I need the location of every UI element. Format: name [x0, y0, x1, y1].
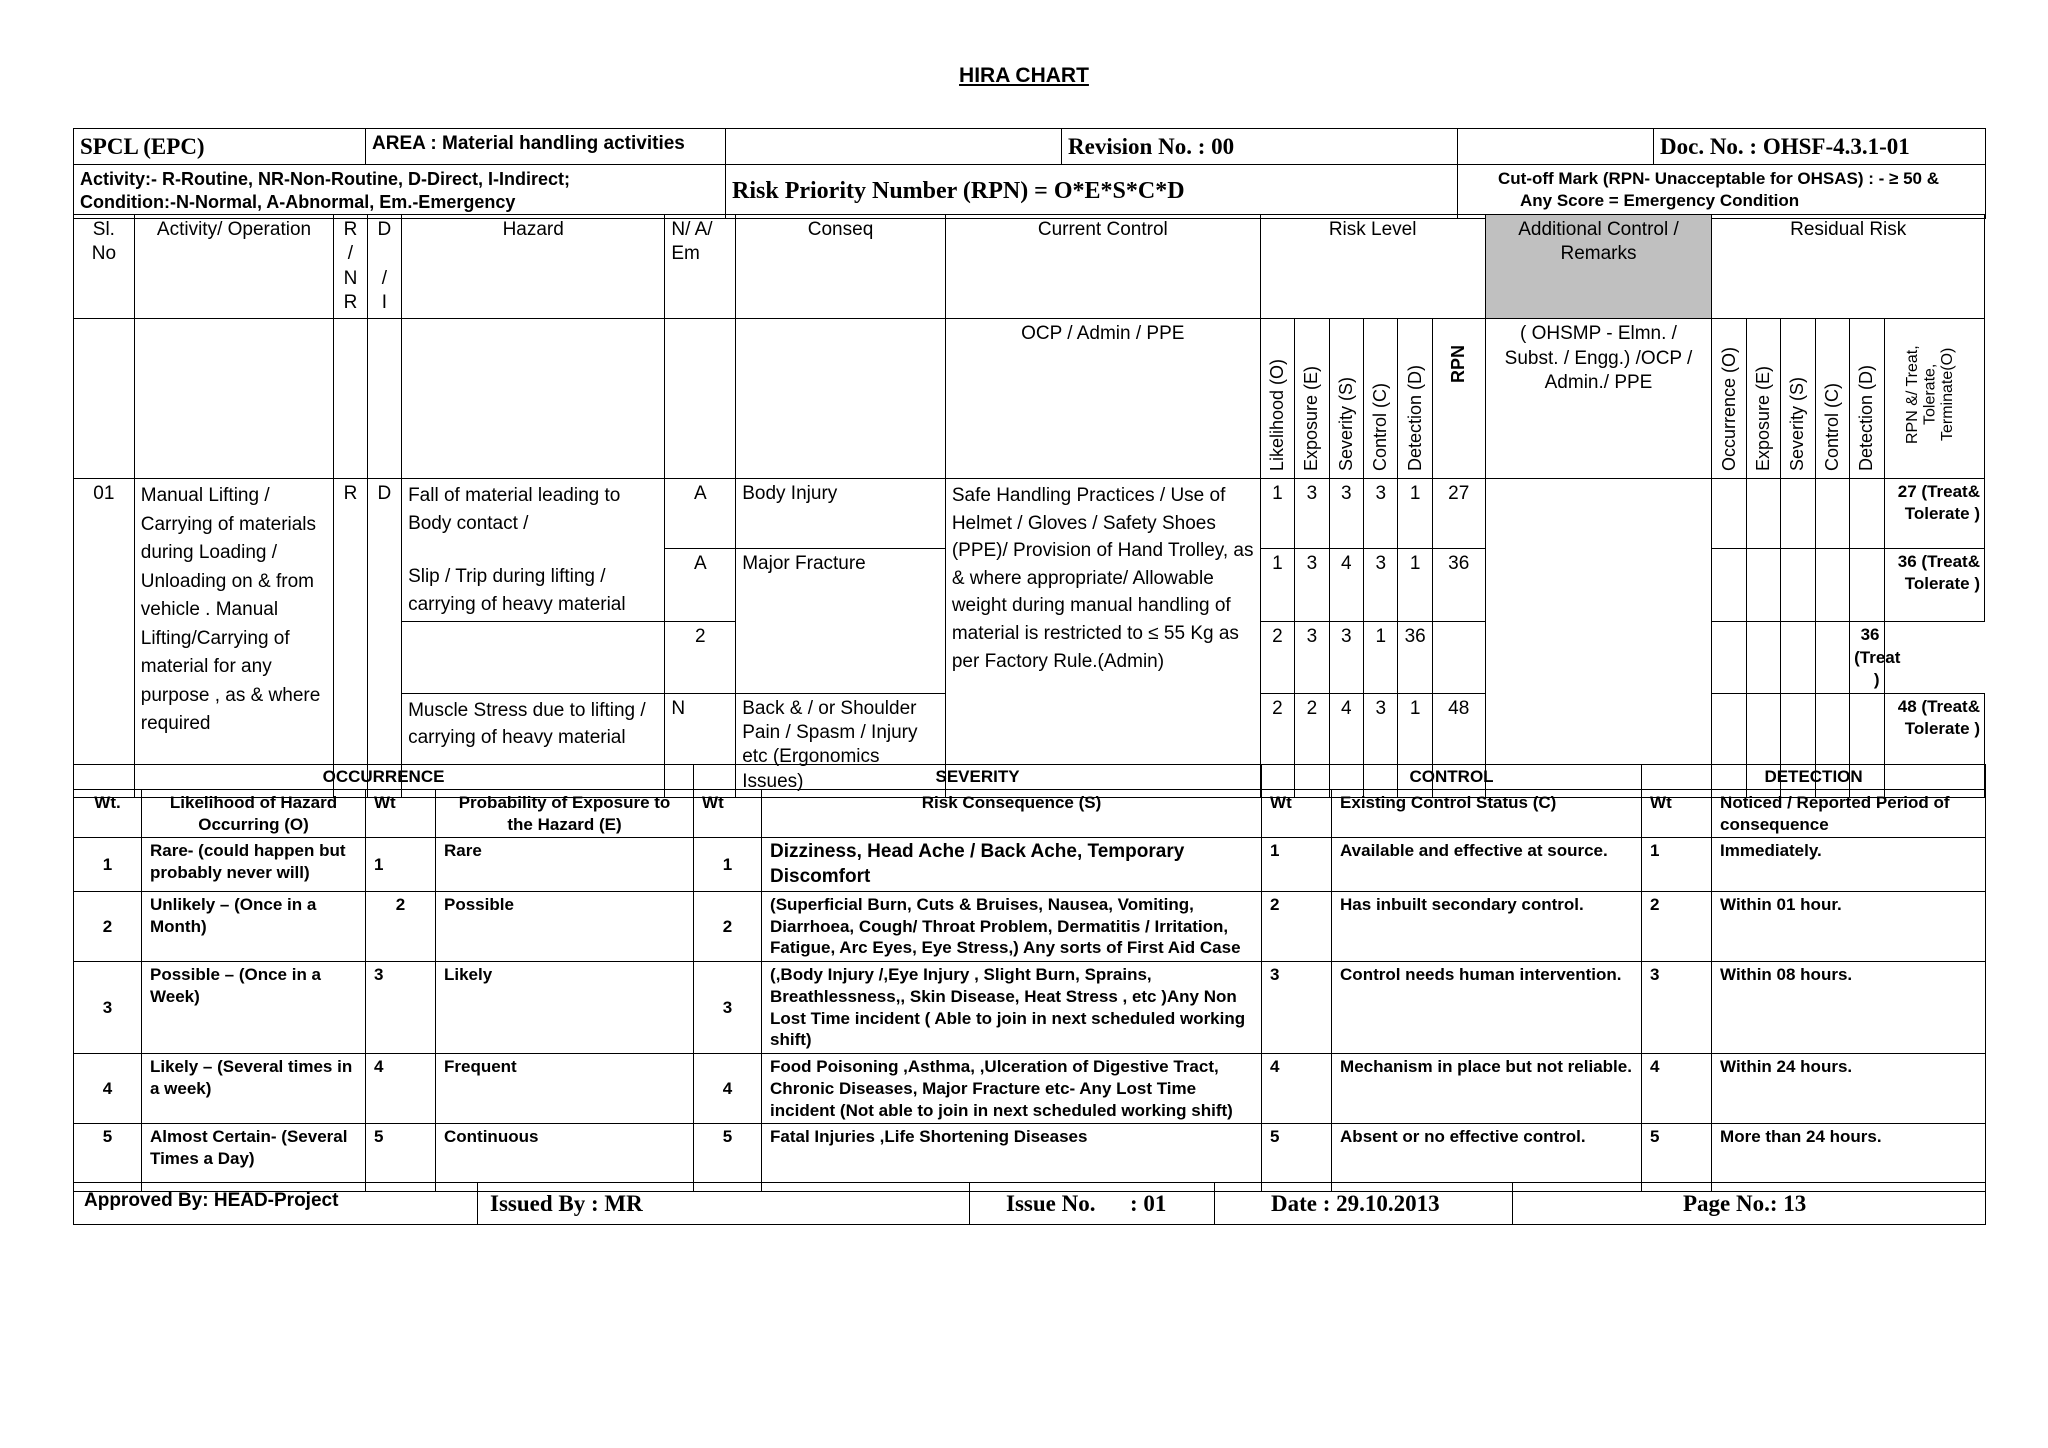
legend-h-likelihood: Likelihood of Hazard Occurring (O)	[142, 789, 366, 838]
rpn-formula: Risk Priority Number (RPN) = O*E*S*C*D	[726, 165, 1458, 218]
legend-exposure: Possible	[436, 891, 694, 961]
row-conseq: Major Fracture	[736, 549, 946, 693]
legend-likelihood: Likely – (Several times in a week)	[142, 1054, 366, 1124]
row-current-control: Safe Handling Practices / Use of Helmet / Gloves / Safety Shoes (PPE)/ Provision of Hand Trolley, as & where appropriate/ Allowable weight during manual handling of material is restricted to ≤ 55 Kg as per Factory Rule.(Admin)	[945, 479, 1260, 798]
legend-control-wt: 3	[1262, 962, 1332, 1054]
legend-likelihood: Possible – (Once in a Week)	[142, 962, 366, 1054]
legend-detection: Immediately.	[1712, 838, 1986, 892]
legend-exposure-wt: 4	[366, 1054, 436, 1124]
page-number: Page No.: 13	[1513, 1183, 1986, 1225]
issue-number: Issue No. : 01	[970, 1183, 1215, 1225]
row-naem: A	[665, 479, 736, 549]
additional-control-sub: ( OHSMP - Elmn. / Subst. / Engg.) /OCP / Admin./ PPE	[1485, 319, 1712, 479]
doc-number: Doc. No. : OHSF-4.3.1-01	[1654, 129, 1986, 165]
legend-table	[73, 764, 1986, 1192]
col-hazard: Hazard	[402, 215, 665, 319]
area-label: AREA : Material handling activities	[366, 129, 726, 165]
row-rpn: 36	[1398, 622, 1432, 693]
legend-likelihood: Unlikely – (Once in a Month)	[142, 891, 366, 961]
legend-detection: Within 24 hours.	[1712, 1054, 1986, 1124]
footer-table	[73, 1182, 1986, 1225]
legend-severity: Food Poisoning ,Asthma, ,Ulceration of Digestive Tract, Chronic Diseases, Major Fracture etc- Any Lost Time incident (Not able to join in next scheduled working shift)	[762, 1054, 1262, 1124]
legend-severity: Fatal Injuries ,Life Shortening Diseases	[762, 1124, 1262, 1192]
legend-h-wt5: Wt	[1642, 789, 1712, 838]
page-title: HIRA CHART	[959, 64, 1089, 87]
col-naem: N/ A/ Em	[665, 215, 736, 319]
legend-wt: 5	[74, 1124, 142, 1192]
risk-sub-d: Detection (D)	[1398, 319, 1432, 479]
row-naem: N	[665, 693, 736, 797]
legend-detection: Within 01 hour.	[1712, 891, 1986, 961]
row-additional-control	[1485, 479, 1712, 798]
row-s: 4	[1329, 549, 1363, 622]
legend-wt: 1	[74, 838, 142, 892]
row-d-val: 1	[1398, 693, 1432, 797]
legend-h-wt: Wt.	[74, 789, 142, 838]
row-e: 2	[1260, 622, 1294, 693]
residual-sub-s: Severity (S)	[1781, 319, 1815, 479]
row-e: 2	[1295, 693, 1329, 797]
row-e: 3	[1295, 479, 1329, 549]
legend-detection-wt: 5	[1642, 1124, 1712, 1192]
col-residual-risk: Residual Risk	[1712, 215, 1985, 319]
row-s: 3	[1329, 479, 1363, 549]
issued-by: Issued By : MR	[478, 1183, 970, 1225]
legend-h-wt2: Wt	[366, 789, 436, 838]
legend-wt: 2	[74, 891, 142, 961]
legend-severity-wt: 1	[694, 838, 762, 892]
legend-exposure: Likely	[436, 962, 694, 1054]
row-naem: A	[665, 549, 736, 622]
legend-detection: More than 24 hours.	[1712, 1124, 1986, 1192]
row-o: 1	[1260, 479, 1294, 549]
row-d-val: 1	[1364, 622, 1398, 693]
col-rnr: R / N R	[334, 215, 367, 319]
risk-sub-c: Control (C)	[1364, 319, 1398, 479]
col-activity: Activity/ Operation	[134, 215, 333, 319]
legend-control-wt: 1	[1262, 838, 1332, 892]
row-d-val: 1	[1398, 549, 1432, 622]
row-d: D	[367, 479, 401, 798]
row-rpn: 27	[1432, 479, 1485, 549]
legend-exposure: Frequent	[436, 1054, 694, 1124]
row-conseq: Back & / or Shoulder Pain / Spasm / Injury etc (Ergonomics Issues)	[736, 693, 946, 797]
row-sl: 01	[74, 479, 135, 798]
legend-exposure: Continuous	[436, 1124, 694, 1192]
legend-wt: 3	[74, 962, 142, 1054]
legend-section-occurrence: OCCURRENCE	[74, 765, 694, 790]
row-s: 3	[1295, 622, 1329, 693]
legend-section-control: CONTROL	[1262, 765, 1642, 790]
cutoff-mark: Cut-off Mark (RPN- Unacceptable for OHSAS) : - ≥ 50 & Any Score = Emergency Condition	[1458, 165, 1986, 218]
legend-control: Absent or no effective control.	[1332, 1124, 1642, 1192]
legend-control-wt: 2	[1262, 891, 1332, 961]
legend-h-control: Existing Control Status (C)	[1332, 789, 1642, 838]
row-c: 3	[1364, 693, 1398, 797]
legend-severity-wt: 2	[694, 891, 762, 961]
row-conseq: Body Injury	[736, 479, 946, 549]
legend-severity-wt: 3	[694, 962, 762, 1054]
row-rpn: 48	[1432, 693, 1485, 797]
legend-severity-wt: 5	[694, 1124, 762, 1192]
risk-sub-e: Exposure (E)	[1295, 319, 1329, 479]
legend-exposure-wt: 1	[366, 838, 436, 892]
legend-detection-wt: 1	[1642, 838, 1712, 892]
legend-wt: 4	[74, 1054, 142, 1124]
row-e: 3	[1295, 549, 1329, 622]
legend-detection-wt: 3	[1642, 962, 1712, 1054]
col-additional-control: Additional Control / Remarks	[1485, 215, 1712, 319]
legend-likelihood: Almost Certain- (Several Times a Day)	[142, 1124, 366, 1192]
row-hazard-1: Fall of material leading to Body contact / Slip / Trip during lifting / carrying of heavy material	[402, 479, 665, 622]
hira-main-table	[73, 214, 1985, 798]
legend-exposure-wt: 3	[366, 962, 436, 1054]
legend-severity: Dizziness, Head Ache / Back Ache, Temporary Discomfort	[762, 838, 1262, 892]
approved-by: Approved By: HEAD-Project	[74, 1183, 478, 1225]
row-rpn: 36	[1432, 549, 1485, 622]
legend-control: Control needs human intervention.	[1332, 962, 1642, 1054]
legend-control: Has inbuilt secondary control.	[1332, 891, 1642, 961]
row-c: 3	[1364, 549, 1398, 622]
revision-number: Revision No. : 00	[1062, 129, 1458, 165]
row-s: 4	[1329, 693, 1363, 797]
legend-detection: Within 08 hours.	[1712, 962, 1986, 1054]
row-residual: 27 (Treat& Tolerate )	[1884, 479, 1984, 549]
risk-sub-rpn: RPN	[1432, 319, 1485, 479]
col-conseq: Conseq	[736, 215, 946, 319]
legend-h-exposure: Probability of Exposure to the Hazard (E)	[436, 789, 694, 838]
legend-control: Available and effective at source.	[1332, 838, 1642, 892]
row-residual: 36 (Treat )	[1850, 622, 1884, 693]
legend-h-wt3: Wt	[694, 789, 762, 838]
activity-legend: Activity:- R-Routine, NR-Non-Routine, D-Direct, I-Indirect; Condition:-N-Normal, A-Abnormal, Em.-Emergency	[74, 165, 726, 218]
company-name: SPCL (EPC)	[74, 129, 366, 165]
legend-exposure: Rare	[436, 838, 694, 892]
row-o: 2	[1260, 693, 1294, 797]
legend-control-wt: 5	[1262, 1124, 1332, 1192]
legend-section-detection: DETECTION	[1642, 765, 1986, 790]
residual-sub-d: Detection (D)	[1850, 319, 1884, 479]
residual-sub-o: Occurrence (O)	[1712, 319, 1746, 479]
issue-date: Date : 29.10.2013	[1215, 1183, 1513, 1225]
col-current-control: Current Control	[945, 215, 1260, 319]
row-r: R	[334, 479, 367, 798]
legend-h-severity: Risk Consequence (S)	[762, 789, 1262, 838]
residual-sub-c: Control (C)	[1815, 319, 1849, 479]
risk-sub-s: Severity (S)	[1329, 319, 1363, 479]
legend-likelihood: Rare- (could happen but probably never will)	[142, 838, 366, 892]
legend-detection-wt: 4	[1642, 1054, 1712, 1124]
risk-sub-o: Likelihood (O)	[1260, 319, 1294, 479]
row-o: 2	[665, 622, 736, 693]
residual-sub-e: Exposure (E)	[1746, 319, 1780, 479]
row-c: 3	[1329, 622, 1363, 693]
legend-severity: (,Body Injury /,Eye Injury , Slight Burn, Sprains, Breathlessness,, Skin Disease, Heat Stress , etc )Any Non Lost Time incident ( Able to join in next scheduled working shift)	[762, 962, 1262, 1054]
row-o: 1	[1260, 549, 1294, 622]
col-risk-level: Risk Level	[1260, 215, 1485, 319]
legend-detection-wt: 2	[1642, 891, 1712, 961]
col-di: D / I	[367, 215, 401, 319]
legend-control-wt: 4	[1262, 1054, 1332, 1124]
row-residual: 48 (Treat& Tolerate )	[1884, 693, 1984, 797]
row-residual: 36 (Treat& Tolerate )	[1884, 549, 1984, 622]
row-activity: Manual Lifting / Carrying of materials during Loading / Unloading on & from vehicle . Manual Lifting/Carrying of material for any purpose , as & where required	[134, 479, 333, 798]
legend-severity: (Superficial Burn, Cuts & Bruises, Nausea, Vomiting, Diarrhoea, Cough/ Throat Problem, Dermatitis / Irritation, Fatigue, Arc Eyes, Eye Stress,) Any sorts of First Aid Case	[762, 891, 1262, 961]
legend-control: Mechanism in place but not reliable.	[1332, 1054, 1642, 1124]
row-d-val: 1	[1398, 479, 1432, 549]
col-sl-no: Sl. No	[74, 215, 135, 319]
legend-h-wt4: Wt	[1262, 789, 1332, 838]
header-table	[73, 128, 1986, 219]
current-control-sub: OCP / Admin / PPE	[945, 319, 1260, 479]
residual-sub-rpn: RPN &/ Treat, Tolerate, Terminate(O)	[1884, 319, 1984, 479]
legend-exposure-wt: 5	[366, 1124, 436, 1192]
legend-section-severity: SEVERITY	[694, 765, 1262, 790]
legend-severity-wt: 4	[694, 1054, 762, 1124]
legend-exposure-wt: 2	[366, 891, 436, 961]
row-c: 3	[1364, 479, 1398, 549]
legend-h-detection: Noticed / Reported Period of consequence	[1712, 789, 1986, 838]
row-hazard-3: Muscle Stress due to lifting / carrying of heavy material	[402, 693, 665, 797]
